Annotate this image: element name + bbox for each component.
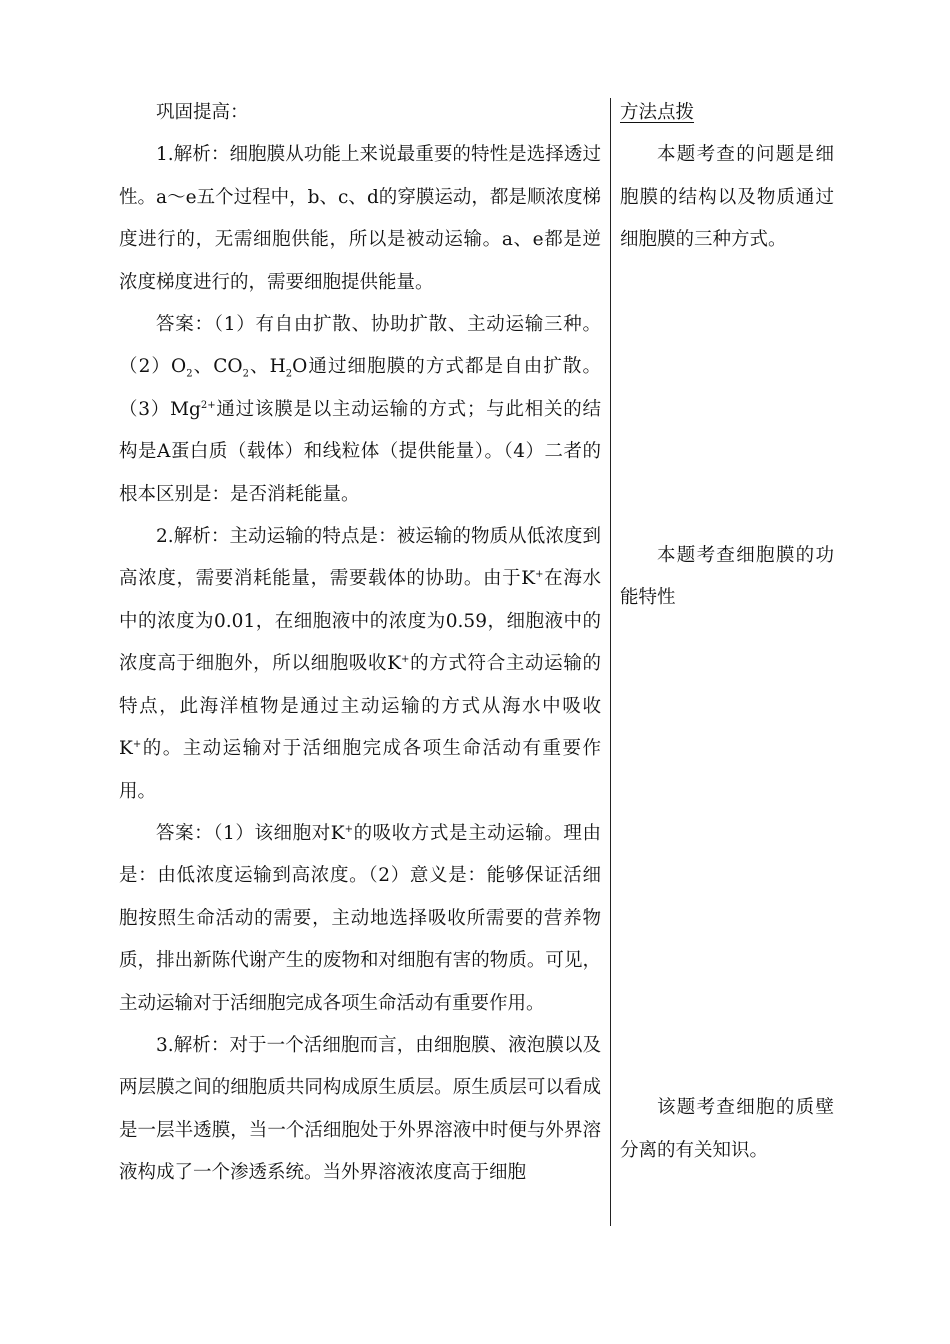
- analysis-2: 2.解析：主动运输的特点是：被运输的物质从低浓度到高浓度，需要消耗能量，需要载体的协助。由于K+在海水中的浓度为0.01，在细胞液中的浓度为0.59，细胞液中的浓度高于细胞外，所以细胞吸收K+的方式符合主动运输的特点，此海洋植物是通过主动运输的方式从海水中吸收K+的。主动运输对于活细胞完成各项生命活动有重要作用。: [119, 526, 601, 802]
- tip-3: 该题考查细胞的质壁分离的有关知识。: [620, 1097, 834, 1161]
- main-column: [119, 92, 601, 1195]
- method-tips-heading: 方法点拨: [620, 102, 695, 123]
- answer-2: 答案：（1）该细胞对K+的吸收方式是主动运输。理由是：由低浓度运输到高浓度。（2）意义是：能够保证活细胞按照生命活动的需要，主动地选择吸收所需要的营养物质，排出新陈代谢产生的废物和对细胞有害的物质。可见，主动运输对于活细胞完成各项生命活动有重要作用。: [119, 822, 601, 1014]
- column-divider: [610, 98, 611, 1226]
- tip-1: 本题考查的问题是细胞膜的结构以及物质通过细胞膜的三种方式。: [620, 144, 834, 251]
- tip-2: 本题考查细胞膜的功能特性: [620, 544, 834, 609]
- analysis-1: 1.解析：细胞膜从功能上来说最重要的特性是选择透过性。a～e五个过程中，b、c、d的穿膜运动，都是顺浓度梯度进行的，无需细胞供能，所以是被动运输。a、e都是逆浓度梯度进行的，需要细胞提供能量。: [119, 144, 601, 293]
- section-heading: 巩固提高：: [156, 102, 249, 123]
- analysis-3: 3.解析：对于一个活细胞而言，由细胞膜、液泡膜以及两层膜之间的细胞质共同构成原生质层。原生质层可以看成是一层半透膜，当一个活细胞处于外界溶液中时便与外界溶液构成了一个渗透系统。当外界溶液浓度高于细胞: [119, 1034, 601, 1184]
- side-column: [620, 92, 834, 1172]
- answer-1: 答案：（1）有自由扩散、协助扩散、主动运输三种。$(2)O_2$、$CO_2$、$H_2O$通过细胞膜的方式都是自由扩散。$(3)Mg^{2+}$通过该膜是以主动运输的方式；与此相关的结构是A蛋白质（载体）和线粒体（提供能量）。（4）二者的根本区别是：是否消耗能量。: [119, 314, 602, 505]
